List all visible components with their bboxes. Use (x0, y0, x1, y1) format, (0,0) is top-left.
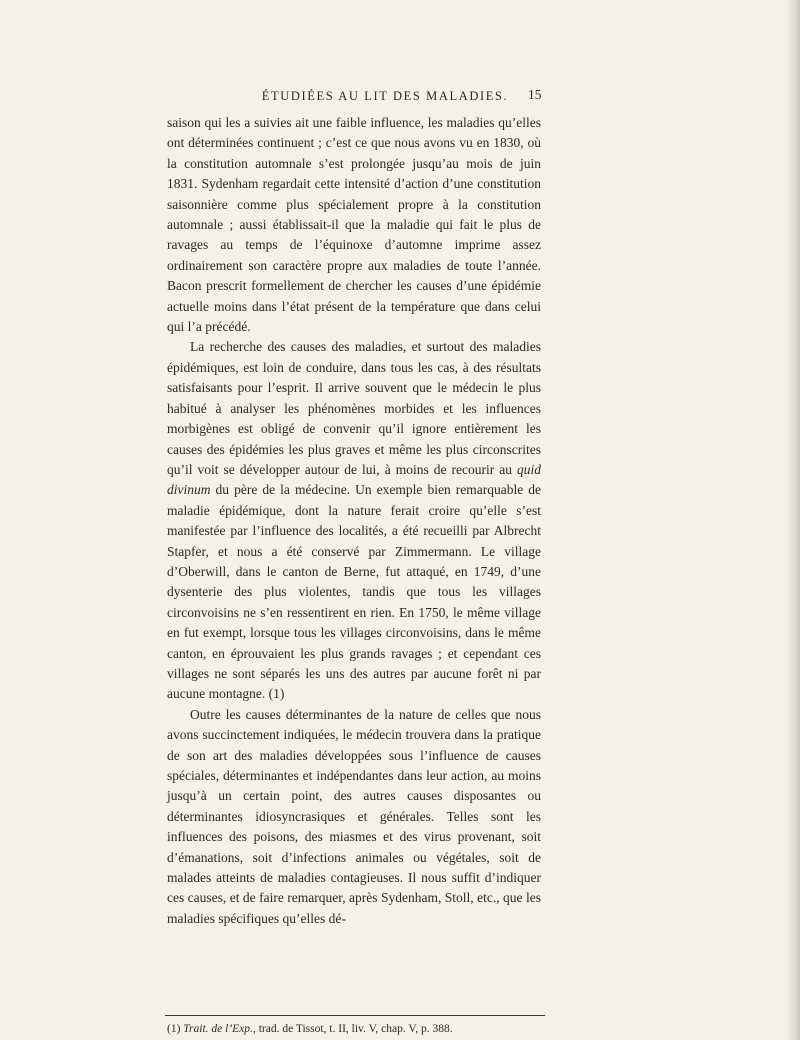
page-edge-shadow (786, 0, 800, 1040)
text-run: saison qui les a suivies ait une faible influence, les maladies qu’elles ont déterminées continuent ; c’est ce que nous avons vu en 1830, où la constitution automnale s’est prolongée jusqu’au mois de juin 1831. Sydenham regardait cette intensité d’action d’une constitution saisonnière comme plus spécialement propre à la constitution automnale ; aussi établissait-il que la maladie qui fait le plus de ravages au temps de l’équinoxe d’automne imprime assez ordinairement son caractère propre aux maladies de toute l’année. Bacon prescrit formellement de chercher les causes d’une épidémie actuelle moins dans l’état présent de la température que dans celui qui l’a précédé. (167, 115, 541, 335)
italic-phrase: quid divinum (167, 461, 541, 498)
text-run: Outre les causes déterminantes de la nature de celles que nous avons succinctement indiquées, le médecin trouvera dans la pratique de son art des maladies développées sous l’influence de causes spéciales, déterminantes et indépendantes dans leur action, au moins jusqu’à un certain point, des autres causes disposantes ou déterminantes idiosyncrasiques et générales. Telles sont les influences des poisons, des miasmes et des virus provenant, soit d’émanations, soit d’infections animales ou végétales, soit de malades atteints de maladies contagieuses. Il nous suffit d’indiquer ces causes, et de faire remarquer, après Sydenham, Stoll, etc., que les maladies spécifiques qu’elles dé- (167, 706, 541, 926)
paragraph (167, 113, 541, 337)
footnote-title: Trait. de l’Exp. (183, 1023, 253, 1035)
footnote-reference: , trad. de Tissot, t. II, liv. V, chap. V, p. 388. (252, 1023, 453, 1035)
footnote-rule (165, 1015, 545, 1016)
footnote-marker: (1) (167, 1023, 184, 1035)
paragraph (167, 337, 541, 704)
text-run: du père de la médecine. Un exemple bien remarquable de maladie épidémique, dont la nature ferait croire qu’elle s’est manifestée par l’influence des localités, a été recueilli par Albrecht Stapfer, et nous a été conservé par Zimmermann. Le village d’Oberwill, dans le canton de Berne, fut attaqué, en 1749, d’une dysenterie des plus violentes, tandis que tous les villages circonvoisins ne s’en ressentirent en rien. En 1750, le même village en fut exempt, lorsque tous les villages circonvoisins, dans le même canton, en éprouvaient les plus grands ravages ; et cependant ces villages ne sont séparés les uns des autres par aucune forêt ni par aucune montagne. (1) (167, 482, 541, 702)
paragraph (167, 705, 541, 929)
body-text (167, 113, 541, 929)
running-head: ÉTUDIÉES AU LIT DES MALADIES. (261, 89, 509, 103)
page-number: 15 (528, 87, 542, 102)
footnote (167, 1022, 545, 1036)
text-run: La recherche des causes des maladies, et surtout des maladies épidémiques, est loin de conduire, dans tous les cas, à des résultats satisfaisants pour l’esprit. Il arrive souvent que le médecin le plus habitué à analyser les phénomènes morbides et les influences morbigènes est obligé de convenir qu’il ignore entièrement les causes des épidémies les plus graves et même les plus circonscrites qu’il voit se développer autour de lui, à moins de recourir au (167, 339, 541, 477)
